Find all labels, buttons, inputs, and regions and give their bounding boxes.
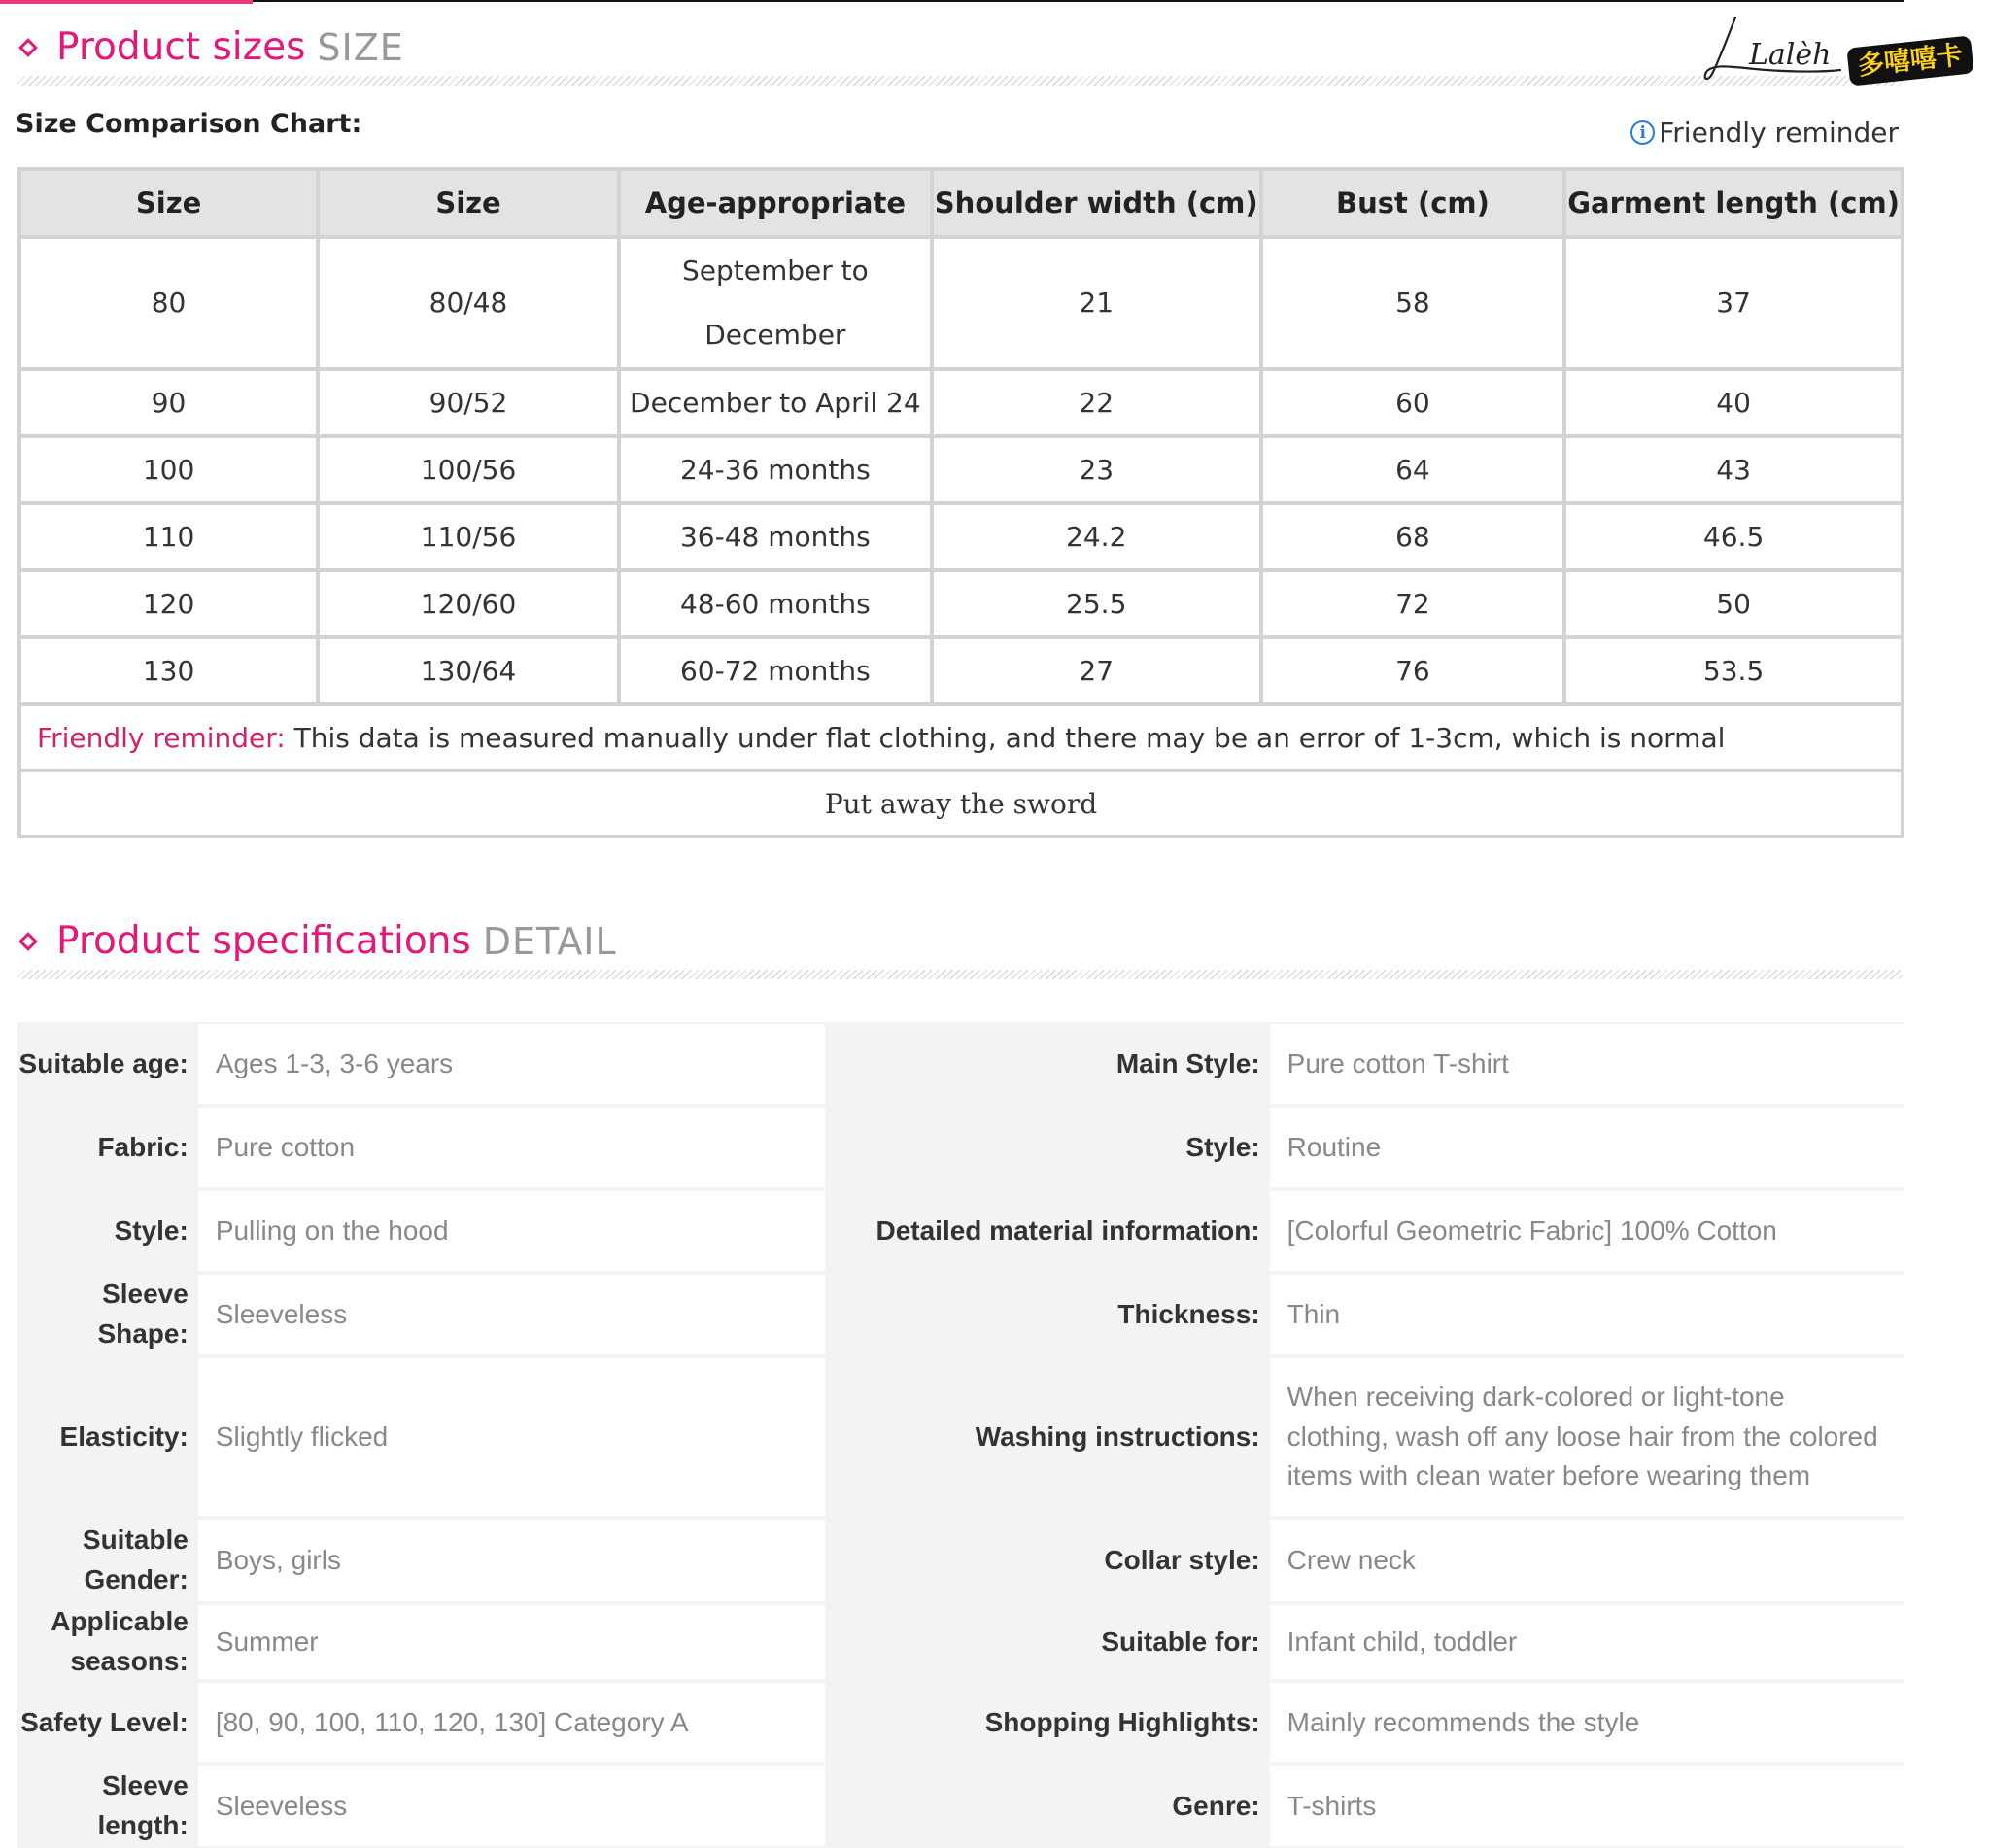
- cell-size: 130: [21, 639, 316, 702]
- cell-length: 50: [1566, 572, 1901, 635]
- spec-label: Style:: [114, 1215, 189, 1246]
- cell-size: 120: [21, 572, 316, 635]
- spec-label: Genre:: [1172, 1790, 1260, 1821]
- spec-value: Crew neck: [1270, 1520, 1904, 1601]
- detail-section-title-en: DETAIL: [482, 919, 617, 963]
- spec-label: Main Style:: [1115, 1047, 1260, 1078]
- cell-size-code: 80/48: [320, 239, 617, 367]
- table-header-row: [21, 171, 1901, 235]
- spec-value: Boys, girls: [198, 1520, 825, 1601]
- spec-row: [17, 1356, 1904, 1518]
- spec-row: [17, 1022, 1904, 1106]
- laleh-logo-icon: [1698, 8, 1844, 87]
- spec-row: [17, 1273, 1904, 1356]
- spec-value: [80, 90, 100, 110, 120, 130] Category A: [198, 1683, 825, 1762]
- spec-label: Washing instructions:: [975, 1420, 1260, 1452]
- cell-age: September to December: [621, 239, 930, 367]
- spec-label: Suitable for:: [1101, 1626, 1260, 1657]
- note-label: Friendly reminder:: [37, 721, 286, 754]
- size-section-header: [17, 25, 404, 69]
- spec-label: Safety Level:: [20, 1706, 189, 1737]
- spec-value: Sleeveless: [198, 1275, 825, 1354]
- cell-size: 90: [21, 371, 316, 434]
- spec-label: Applicable seasons:: [51, 1606, 189, 1676]
- spec-value: [Colorful Geometric Fabric] 100% Cotton: [1270, 1191, 1904, 1271]
- table-row: [21, 572, 1901, 635]
- cell-age: December to April 24: [621, 371, 930, 434]
- cell-bust: 72: [1263, 572, 1563, 635]
- spec-value: Ages 1-3, 3-6 years: [198, 1024, 825, 1104]
- cell-age: 48-60 months: [621, 572, 930, 635]
- spec-value: Pure cotton T-shirt: [1270, 1024, 1904, 1104]
- size-section-title: Product sizes: [56, 25, 306, 69]
- cell-bust: 68: [1263, 505, 1563, 568]
- header-shoulder: Shoulder width (cm): [934, 171, 1259, 235]
- spec-value: T-shirts: [1270, 1766, 1904, 1846]
- spec-value: Infant child, toddler: [1270, 1605, 1904, 1679]
- cell-size-code: 90/52: [320, 371, 617, 434]
- friendly-reminder-link[interactable]: [1630, 117, 1899, 149]
- size-comparison-table: [17, 167, 1904, 838]
- cell-size-code: 110/56: [320, 505, 617, 568]
- spec-row: [17, 1681, 1904, 1764]
- size-section-title-en: SIZE: [317, 25, 404, 69]
- cell-age: 60-72 months: [621, 639, 930, 702]
- spec-value: Mainly recommends the style: [1270, 1683, 1904, 1762]
- cell-size: 80: [21, 239, 316, 367]
- brand-logo: [1698, 8, 1973, 87]
- cell-size-code: 120/60: [320, 572, 617, 635]
- cell-shoulder: 23: [934, 438, 1259, 501]
- size-chart-label: Size Comparison Chart:: [16, 109, 362, 139]
- cell-length: 37: [1566, 239, 1901, 367]
- cell-shoulder: 25.5: [934, 572, 1259, 635]
- cell-size: 110: [21, 505, 316, 568]
- table-note-row: [21, 706, 1901, 769]
- table-row: [21, 639, 1901, 702]
- spec-row: [17, 1603, 1904, 1681]
- spec-label: Sleeve Shape:: [97, 1279, 189, 1349]
- table-row: [21, 239, 1901, 367]
- spec-value: Pure cotton: [198, 1108, 825, 1187]
- cell-bust: 60: [1263, 371, 1563, 434]
- spec-label: Suitable age:: [18, 1047, 189, 1078]
- logo-badge: 多嘻嘻卡: [1846, 35, 1973, 86]
- diamond-icon: [18, 38, 38, 57]
- spec-label: Thickness:: [1117, 1298, 1260, 1329]
- spec-row: [17, 1189, 1904, 1273]
- cell-size-code: 130/64: [320, 639, 617, 702]
- spec-row: [17, 1518, 1904, 1603]
- cell-bust: 58: [1263, 239, 1563, 367]
- spec-label: Collar style:: [1104, 1544, 1260, 1575]
- cell-length: 53.5: [1566, 639, 1901, 702]
- spec-label: Suitable Gender:: [82, 1524, 189, 1594]
- header-age: Age-appropriate: [621, 171, 930, 235]
- table-row: [21, 505, 1901, 568]
- cell-bust: 64: [1263, 438, 1563, 501]
- spec-label: Style:: [1185, 1131, 1260, 1162]
- note-text: This data is measured manually under flat clothing, and there may be an error of 1-3cm, which is normal: [285, 721, 1726, 754]
- table-footer-row: [21, 772, 1901, 835]
- spec-value: Sleeveless: [198, 1766, 825, 1846]
- spec-value: Thin: [1270, 1275, 1904, 1354]
- cell-shoulder: 24.2: [934, 505, 1259, 568]
- spec-table: [17, 1022, 1904, 1848]
- spec-label: Detailed material information:: [875, 1215, 1260, 1246]
- table-row: [21, 438, 1901, 501]
- size-note: [21, 706, 1901, 769]
- spec-row: [17, 1764, 1904, 1848]
- table-row: [21, 371, 1901, 434]
- spec-label: Shopping Highlights:: [984, 1706, 1260, 1737]
- header-length: Garment length (cm): [1566, 171, 1901, 235]
- spec-value: Pulling on the hood: [198, 1191, 825, 1271]
- header-size: Size: [21, 171, 316, 235]
- detail-section-title: Product specifications: [56, 919, 471, 963]
- logo-text: Lalèh: [1749, 38, 1832, 72]
- friendly-reminder-label: Friendly reminder: [1659, 117, 1899, 149]
- cell-age: 36-48 months: [621, 505, 930, 568]
- section-divider: [17, 76, 1903, 86]
- spec-label: Sleeve length:: [97, 1770, 189, 1840]
- info-icon: i: [1630, 120, 1655, 145]
- spec-value: Slightly flicked: [198, 1358, 825, 1516]
- cell-size: 100: [21, 438, 316, 501]
- spec-value: Summer: [198, 1605, 825, 1679]
- spec-value: Routine: [1270, 1108, 1904, 1187]
- detail-section-header: [17, 919, 617, 963]
- cell-shoulder: 21: [934, 239, 1259, 367]
- top-rule: [0, 0, 1904, 2]
- spec-value: When receiving dark-colored or light-tone clothing, wash off any loose hair from the colored items with clean water before wearing them: [1270, 1358, 1904, 1516]
- spec-row: [17, 1106, 1904, 1189]
- cell-length: 40: [1566, 371, 1901, 434]
- section-divider: [17, 970, 1903, 979]
- diamond-icon: [18, 932, 38, 951]
- table-footer: Put away the sword: [21, 772, 1901, 835]
- cell-length: 43: [1566, 438, 1901, 501]
- cell-length: 46.5: [1566, 505, 1901, 568]
- cell-age: 24-36 months: [621, 438, 930, 501]
- cell-bust: 76: [1263, 639, 1563, 702]
- cell-size-code: 100/56: [320, 438, 617, 501]
- cell-shoulder: 27: [934, 639, 1259, 702]
- cell-shoulder: 22: [934, 371, 1259, 434]
- header-bust: Bust (cm): [1263, 171, 1563, 235]
- header-size-code: Size: [320, 171, 617, 235]
- spec-label: Fabric:: [97, 1131, 189, 1162]
- top-rule-accent: [0, 0, 253, 4]
- spec-label: Elasticity:: [59, 1420, 189, 1452]
